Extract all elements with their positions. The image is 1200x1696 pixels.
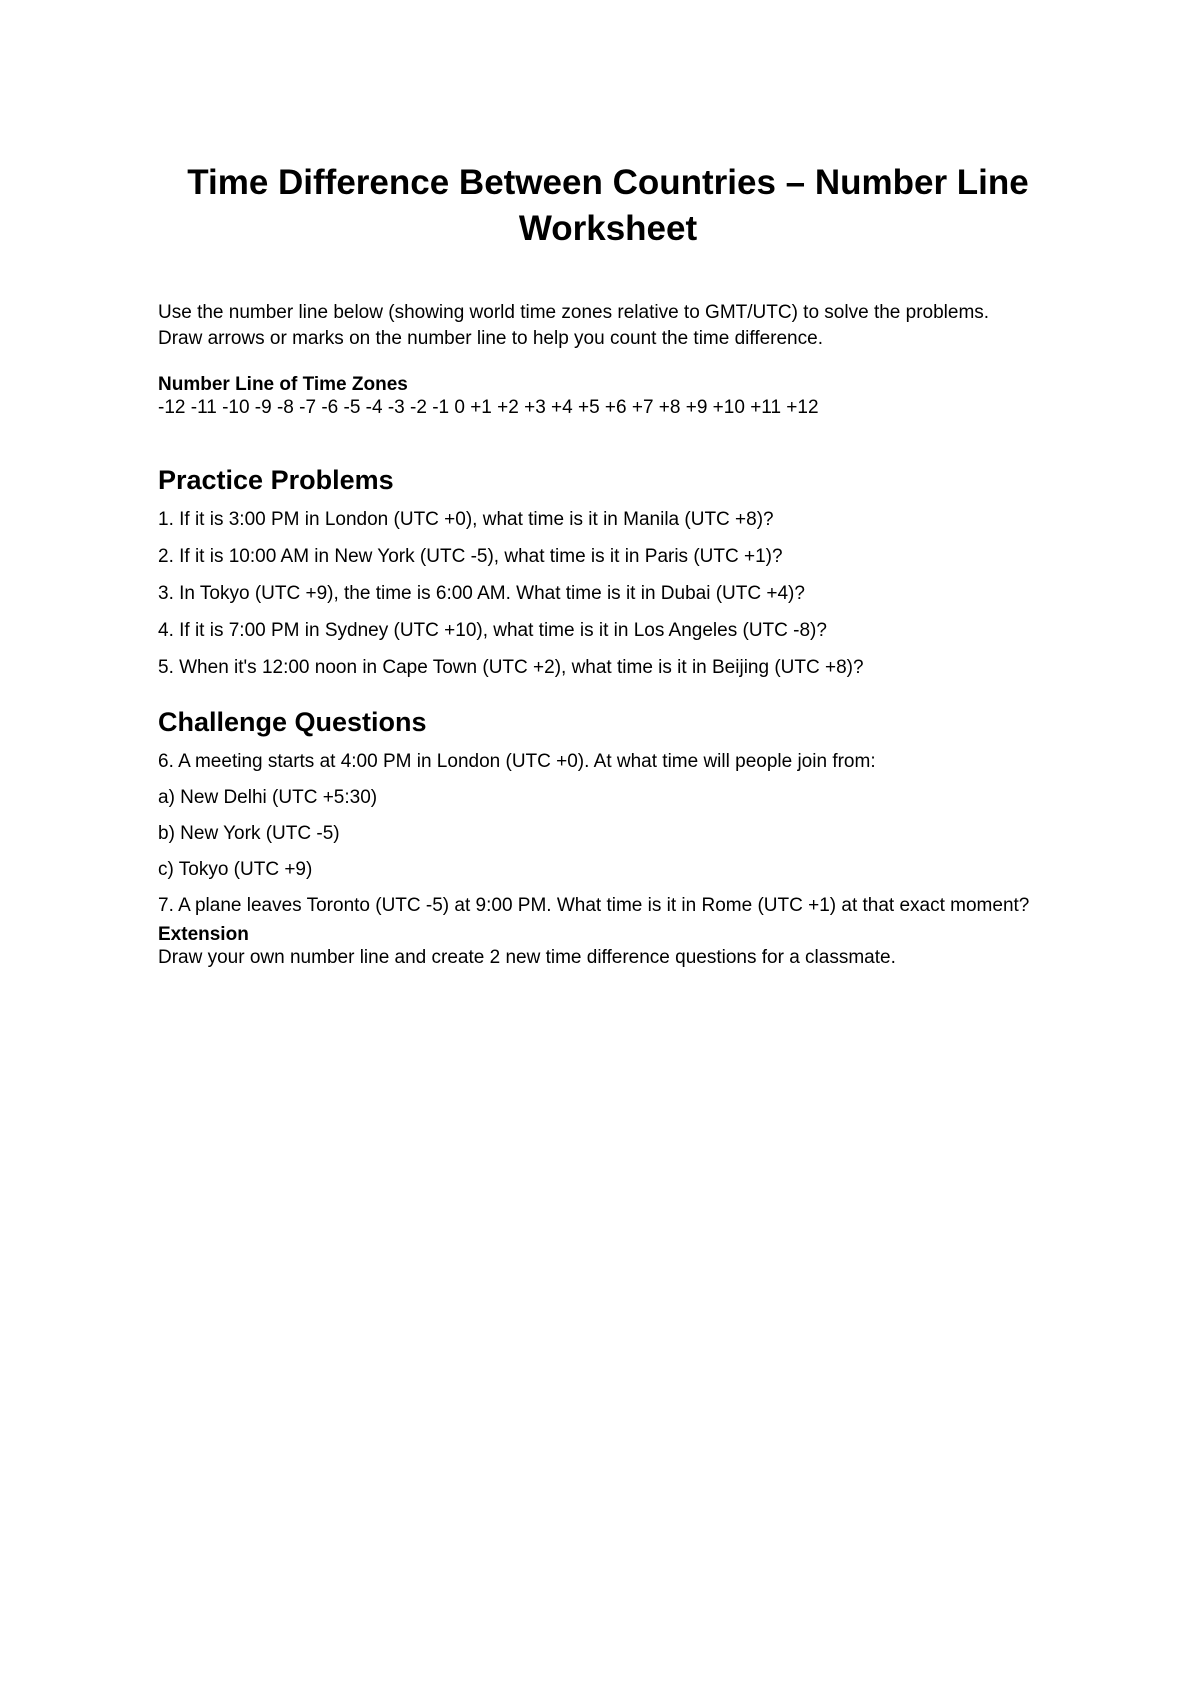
challenge-question-6: 6. A meeting starts at 4:00 PM in London (UTC +0). At what time will people join from:	[158, 751, 876, 772]
practice-problem-2: 2. If it is 10:00 AM in New York (UTC -5), what time is it in Paris (UTC +1)?	[158, 546, 783, 567]
number-line-heading: Number Line of Time Zones	[158, 374, 408, 395]
challenge-question-6b: b) New York (UTC -5)	[158, 823, 340, 844]
practice-problem-5: 5. When it's 12:00 noon in Cape Town (UTC +2), what time is it in Beijing (UTC +8)?	[158, 657, 864, 678]
challenge-question-6c: c) Tokyo (UTC +9)	[158, 859, 313, 880]
extension-heading: Extension	[158, 924, 249, 945]
practice-problem-3: 3. In Tokyo (UTC +9), the time is 6:00 AM. What time is it in Dubai (UTC +4)?	[158, 583, 805, 604]
practice-problem-4: 4. If it is 7:00 PM in Sydney (UTC +10), what time is it in Los Angeles (UTC -8)?	[158, 620, 827, 641]
challenge-questions-section	[158, 706, 1058, 918]
number-line-values: -12 -11 -10 -9 -8 -7 -6 -5 -4 -3 -2 -1 0 +1 +2 +3 +4 +5 +6 +7 +8 +9 +10 +11 +12	[158, 397, 819, 418]
intro-text	[158, 300, 1058, 352]
practice-problems-heading: Practice Problems	[158, 465, 394, 495]
challenge-question-7: 7. A plane leaves Toronto (UTC -5) at 9:00 PM. What time is it in Rome (UTC +1) at that exact moment?	[158, 895, 1030, 916]
page-title: Time Difference Between Countries – Number Line Worksheet	[187, 163, 1029, 248]
practice-problems-section	[158, 464, 1058, 680]
challenge-question-6a: a) New Delhi (UTC +5:30)	[158, 787, 378, 808]
worksheet-page	[158, 150, 1058, 970]
intro-line-1: Use the number line below (showing world time zones relative to GMT/UTC) to solve the problems.	[158, 302, 990, 323]
extension-text: Draw your own number line and create 2 new time difference questions for a classmate.	[158, 947, 896, 968]
intro-line-2: Draw arrows or marks on the number line to help you count the time difference.	[158, 328, 823, 349]
practice-problem-1: 1. If it is 3:00 PM in London (UTC +0), what time is it in Manila (UTC +8)?	[158, 509, 774, 530]
challenge-questions-heading: Challenge Questions	[158, 707, 427, 737]
